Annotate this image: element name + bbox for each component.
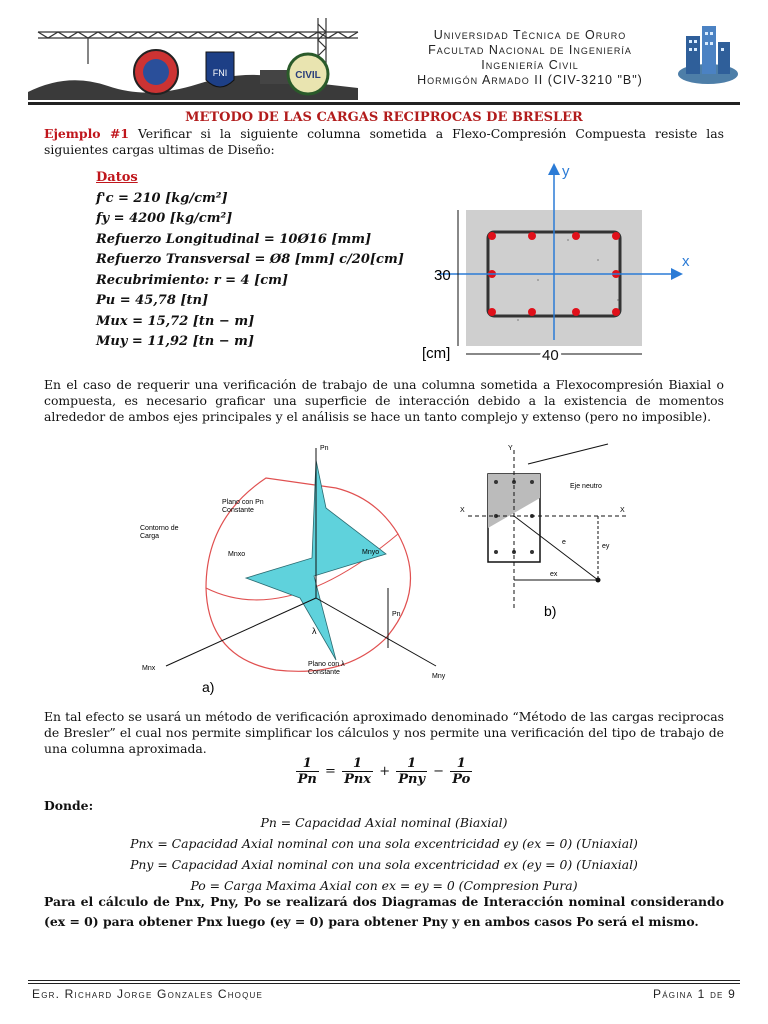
paragraph-intro: En el caso de requerir una verificación de trabajo de una columna sometida a Flexocompresión Biaxial o compuesta, es necesario graficar una superficie de interacción debido a la existencia de momentos alrededor de ambos ejes principales y el análisis se hace un tanto complejo y extenso (pero no imposible). [44,377,724,424]
page-title: METODO DE LAS CARGAS RECIPROCAS DE BRESLER [185,110,583,125]
fraction-lhs: $\frac{1}{Pn}$ [297,756,317,787]
example-label: Ejemplo #1 [44,126,129,141]
footer-author: Egr. Richard Jorge Gonzales Choque [32,987,264,1001]
datos-line: Recubrimiento: r = 4 [cm] [96,272,289,288]
contorno-label: Contorno de Carga [140,525,179,540]
eccentricity-figure [458,440,636,620]
definition-line: Pnx = Capacidad Axial nominal con una sola excentricidad ey (ex = 0) (Uniaxial) [130,836,638,851]
fni-logo-text: FNI [212,68,228,78]
civil-logo-text: CIVIL [295,70,321,81]
footer-rule-bottom [28,983,740,984]
ey-label: ey [602,543,610,550]
datos-line: Refuerzo Longitudinal = 10Ø16 [mm] [96,231,372,247]
paragraph-method: En tal efecto se usará un método de verificación aproximado denominado “Método de las cargas reciprocas de Bresler” el cual nos permite simplificar los cálculos y nos permite una verificación del tipo de trabajo de una columna aproximada. [44,709,724,756]
x-right-label: X [620,507,625,514]
example-statement [44,126,724,158]
header-banner [28,14,393,100]
university-name: Universidad Técnica de Oruro [433,28,627,42]
footer-page: Página 1 de 9 [653,987,736,1001]
footer-rule-top [28,980,740,981]
datos-line: Refuerzo Transversal = Ø8 [mm] c/20[cm] [96,252,404,267]
x-axis-label: x [682,253,690,270]
datos-heading: Datos [96,170,138,185]
lambda-label: λ [312,626,317,636]
definition-line: Pny = Capacidad Axial nominal con una sola excentricidad ex (ey = 0) (Uniaxial) [130,857,638,872]
paragraph-calculation: Para el cálculo de Pnx, Pny, Po se realizará dos Diagramas de Interacción nominal considerando (ex = 0) para obtener Pnx luego (ey = 0) para obtener Pny y en ambos casos Po será el mismo. [44,894,724,929]
course-name: Hormigón Armado II (CIV-3210 "B") [417,73,643,87]
y-label: Y [508,445,513,452]
fraction-pny: $\frac{1}{\text{Pny}}$ [398,756,426,787]
interaction-surface-figure [136,438,456,700]
ex-label: ex [550,571,558,578]
faculty-name: Facultad Nacional de Ingeniería [428,43,632,57]
buildings-logo-icon [676,22,740,88]
datos-block [96,168,404,353]
height-label: 30 [434,267,451,284]
mny-axis-label: Mny [432,673,446,680]
fig-b-caption: b) [544,603,557,619]
datos-line: Pu = 45,78 [tn] [96,293,209,308]
fig-a-caption: a) [202,679,215,695]
header-rule [28,102,740,105]
mnx-axis-label: Mnx [142,665,156,672]
fraction-po: $\frac{1}{Po}$ [452,756,471,787]
width-label: 40 [542,347,559,364]
fraction-pnx: $\frac{1}{\text{Pnx}}$ [344,756,372,787]
datos-line: fy = 4200 [kg/cm²] [96,211,233,226]
unit-label: [cm] [422,345,451,362]
datos-line: f'c = 210 [kg/cm²] [96,190,228,206]
career-name: Ingeniería Civil [481,58,579,72]
eje-neutro-label: Eje neutro [570,483,602,490]
bresler-formula: $\frac{1}{Pn}$ = $\frac{1}{\text{Pnx}}$ + $\frac{1}{\text{Pny}}$ − $\frac{1}{Po}$ [297,756,471,787]
mnyo-label: Mnyo [362,549,380,556]
definition-line: Pn = Capacidad Axial nominal (Biaxial) [260,815,508,830]
mnxo-label: Mnxo [228,551,246,558]
definition-line: Po = Carga Maxima Axial con ex = ey = 0 (Compresion Pura) [190,878,578,893]
pn-side-label: Pn [392,611,401,618]
donde-label: Donde: [44,798,94,813]
plano-pn-label: Plano con Pn Constante [222,499,264,514]
datos-line: Mux = 15,72 [tn − m] [96,313,255,329]
pn-axis-label: Pn [320,445,329,452]
y-axis-label: y [562,163,570,180]
x-left-label: X [460,507,465,514]
e-label: e [562,539,566,546]
datos-line: Muy = 11,92 [tn − m] [96,334,255,349]
example-text: Verificar si la siguiente columna sometida a Flexo-Compresión Compuesta resiste las siguientes cargas ultimas de Diseño: [44,126,725,157]
column-section-figure [418,160,708,370]
plano-lambda-label: Plano con λ Constante [308,661,345,676]
